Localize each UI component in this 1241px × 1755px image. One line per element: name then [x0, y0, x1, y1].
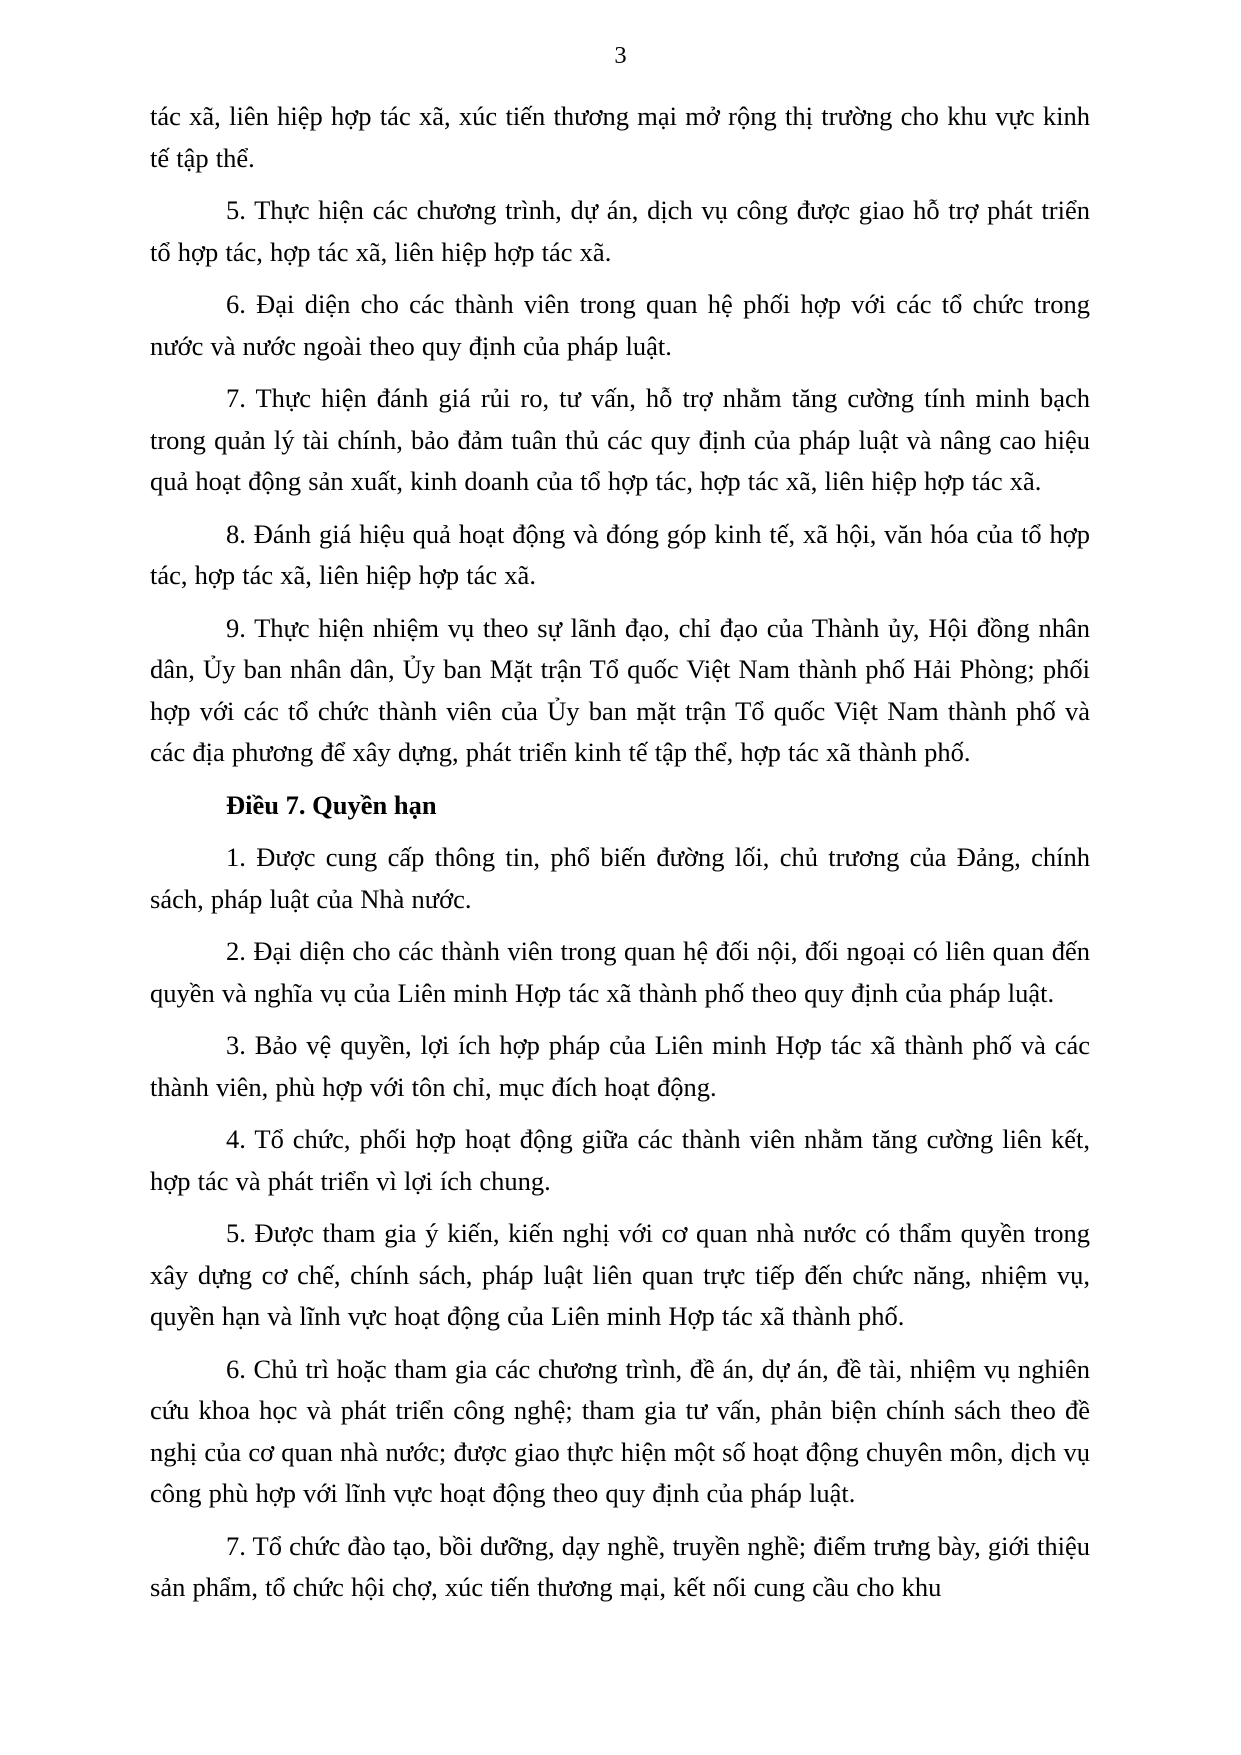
paragraph: 4. Tổ chức, phối hợp hoạt động giữa các thành viên nhằm tăng cường liên kết, hợp tác và phát triển vì lợi ích chung.	[150, 1124, 1090, 1196]
paragraph: 9. Thực hiện nhiệm vụ theo sự lãnh đạo, chỉ đạo của Thành ủy, Hội đồng nhân dân, Ủy ban nhân dân, Ủy ban Mặt trận Tổ quốc Việt Nam thành phố Hải Phòng; phối hợp với các tổ chức thành viên của Ủy ban mặt trận Tổ quốc Việt Nam thành phố và các địa phương để xây dựng, phát triển kinh tế tập thể, hợp tác xã thành phố.	[150, 612, 1090, 767]
document-body	[150, 96, 1090, 1609]
paragraph: 7. Thực hiện đánh giá rủi ro, tư vấn, hỗ trợ nhằm tăng cường tính minh bạch trong quản lý tài chính, bảo đảm tuân thủ các quy định của pháp luật và nâng cao hiệu quả hoạt động sản xuất, kinh doanh của tổ hợp tác, hợp tác xã, liên hiệp hợp tác xã.	[150, 383, 1090, 496]
paragraph: tác xã, liên hiệp hợp tác xã, xúc tiến thương mại mở rộng thị trường cho khu vực kinh tế tập thể.	[150, 101, 1090, 173]
page-number: 3	[614, 42, 627, 69]
paragraph: 5. Được tham gia ý kiến, kiến nghị với cơ quan nhà nước có thẩm quyền trong xây dựng cơ chế, chính sách, pháp luật liên quan trực tiếp đến chức năng, nhiệm vụ, quyền hạn và lĩnh vực hoạt động của Liên minh Hợp tác xã thành phố.	[150, 1218, 1090, 1331]
paragraph: 3. Bảo vệ quyền, lợi ích hợp pháp của Liên minh Hợp tác xã thành phố và các thành viên, phù hợp với tôn chỉ, mục đích hoạt động.	[150, 1030, 1090, 1102]
section-heading: Điều 7. Quyền hạn	[226, 789, 437, 820]
paragraph: 8. Đánh giá hiệu quả hoạt động và đóng góp kinh tế, xã hội, văn hóa của tổ hợp tác, hợp tác xã, liên hiệp hợp tác xã.	[150, 518, 1090, 590]
paragraph: 6. Đại diện cho các thành viên trong quan hệ phối hợp với các tổ chức trong nước và nước ngoài theo quy định của pháp luật.	[150, 289, 1090, 361]
paragraph: 6. Chủ trì hoặc tham gia các chương trình, đề án, dự án, đề tài, nhiệm vụ nghiên cứu khoa học và phát triển công nghệ; tham gia tư vấn, phản biện chính sách theo đề nghị của cơ quan nhà nước; được giao thực hiện một số hoạt động chuyên môn, dịch vụ công phù hợp với lĩnh vực hoạt động theo quy định của pháp luật.	[150, 1353, 1090, 1508]
paragraph: 7. Tổ chức đào tạo, bồi dưỡng, dạy nghề, truyền nghề; điểm trưng bày, giới thiệu sản phẩm, tổ chức hội chợ, xúc tiến thương mại, kết nối cung cầu cho khu	[150, 1530, 1090, 1602]
paragraph: 2. Đại diện cho các thành viên trong quan hệ đối nội, đối ngoại có liên quan đến quyền và nghĩa vụ của Liên minh Hợp tác xã thành phố theo quy định của pháp luật.	[150, 936, 1090, 1008]
paragraph: 5. Thực hiện các chương trình, dự án, dịch vụ công được giao hỗ trợ phát triển tổ hợp tác, hợp tác xã, liên hiệp hợp tác xã.	[150, 195, 1090, 267]
paragraph: 1. Được cung cấp thông tin, phổ biến đường lối, chủ trương của Đảng, chính sách, pháp luật của Nhà nước.	[150, 842, 1090, 914]
